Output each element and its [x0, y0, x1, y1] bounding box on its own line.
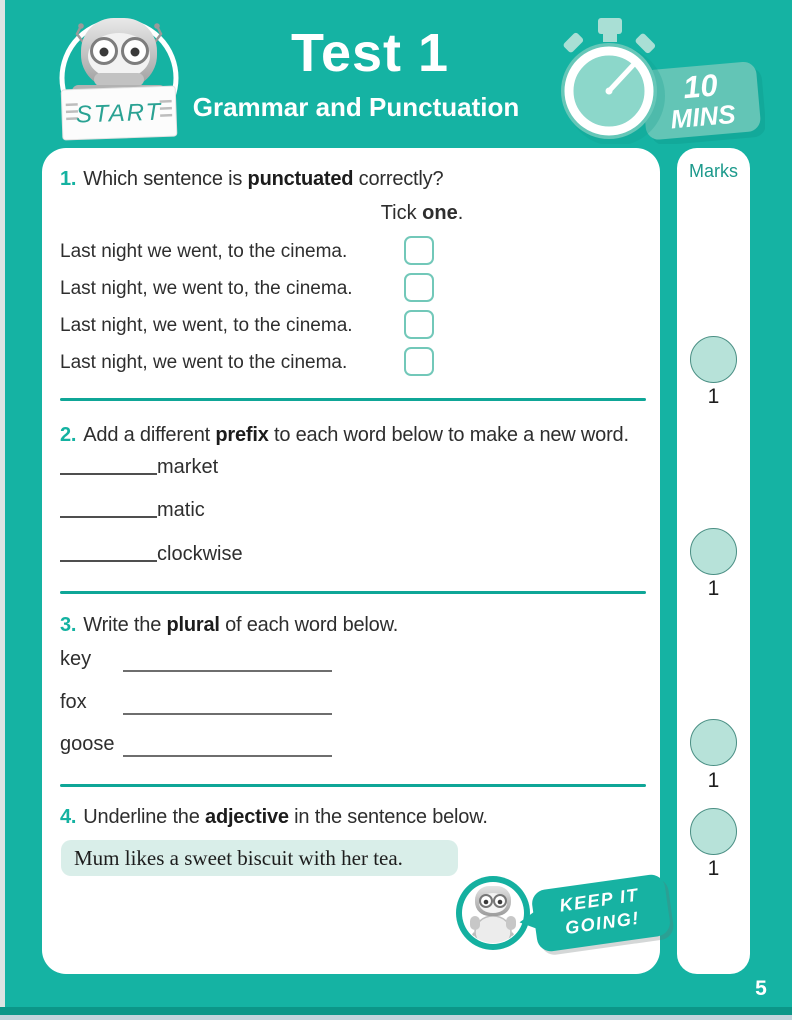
- test-title: Test 1: [290, 23, 450, 83]
- question-4-number: 4.: [60, 806, 77, 828]
- speech-bubble: [530, 873, 671, 953]
- word-stem: market: [157, 456, 219, 478]
- page-left-edge: [0, 0, 5, 1020]
- marks-panel-label: Marks: [689, 161, 738, 181]
- question-1-instruction: Tick one.: [380, 202, 464, 224]
- singular-word: key: [60, 648, 92, 670]
- start-sign-label: START: [75, 98, 163, 129]
- plural-word-row: [60, 733, 460, 759]
- prefix-blank-row: [60, 499, 205, 522]
- speech-line-2: GOING!: [563, 908, 641, 939]
- singular-word: goose: [60, 733, 115, 755]
- question-1-number: 1.: [60, 168, 77, 190]
- word-stem: clockwise: [157, 543, 243, 565]
- speech-line-1: KEEP IT: [558, 884, 641, 916]
- answer-checkbox-3[interactable]: [404, 310, 434, 339]
- page-bottom-edge: [0, 1015, 792, 1020]
- question-2-number: 2.: [60, 424, 77, 446]
- mark-max-value: 1: [707, 857, 720, 880]
- page-bottom-edge-dark: [0, 1007, 792, 1015]
- mark-max-value: 1: [707, 577, 720, 600]
- plural-write-line[interactable]: [123, 713, 332, 715]
- section-divider: [60, 398, 646, 401]
- question-2-prompt: 2. Add a different prefix to each word below to make a new word.: [60, 424, 629, 446]
- singular-word: fox: [60, 691, 87, 713]
- section-divider: [60, 591, 646, 594]
- answer-checkbox-4[interactable]: [404, 347, 434, 376]
- mark-entry-circle-4[interactable]: [690, 808, 737, 855]
- option-text: Last night, we went to, the cinema.: [60, 278, 353, 299]
- plural-word-row: [60, 691, 460, 717]
- section-divider: [60, 784, 646, 787]
- plural-write-line[interactable]: [123, 755, 332, 757]
- target-sentence[interactable]: Mum likes a sweet biscuit with her tea.: [61, 840, 458, 876]
- test-subtitle: Grammar and Punctuation: [192, 92, 520, 122]
- prefix-blank-row: [60, 543, 243, 566]
- prefix-write-line[interactable]: [60, 544, 157, 562]
- page-number: 5: [755, 977, 767, 1000]
- timer-minutes-unit: MINS: [669, 98, 737, 135]
- question-1-prompt: 1. Which sentence is punctuated correctly?: [60, 168, 444, 190]
- mark-max-value: 1: [707, 385, 720, 408]
- option-text: Last night, we went, to the cinema.: [60, 315, 353, 336]
- answer-checkbox-1[interactable]: [404, 236, 434, 265]
- answer-checkbox-2[interactable]: [404, 273, 434, 302]
- plural-write-line[interactable]: [123, 670, 332, 672]
- option-text: Last night, we went to the cinema.: [60, 352, 348, 373]
- timer-minutes-value: 10: [681, 67, 720, 106]
- prefix-blank-row: [60, 456, 218, 479]
- option-text: Last night we went, to the cinema.: [60, 241, 348, 262]
- plural-word-row: [60, 648, 460, 674]
- test-header: [0, 0, 792, 148]
- question-3-number: 3.: [60, 614, 77, 636]
- question-card: [42, 148, 660, 974]
- mark-max-value: 1: [707, 769, 720, 792]
- mark-entry-circle-2[interactable]: [690, 528, 737, 575]
- mark-entry-circle-3[interactable]: [690, 719, 737, 766]
- mark-entry-circle-1[interactable]: [690, 336, 737, 383]
- question-3-prompt: 3. Write the plural of each word below.: [60, 614, 399, 636]
- timer-stopwatch-icon: [543, 10, 765, 144]
- question-4-prompt: 4. Underline the adjective in the sentence below.: [60, 806, 488, 828]
- word-stem: matic: [157, 499, 205, 521]
- marks-panel: [677, 148, 750, 974]
- prefix-write-line[interactable]: [60, 500, 157, 518]
- prefix-write-line[interactable]: [60, 457, 157, 475]
